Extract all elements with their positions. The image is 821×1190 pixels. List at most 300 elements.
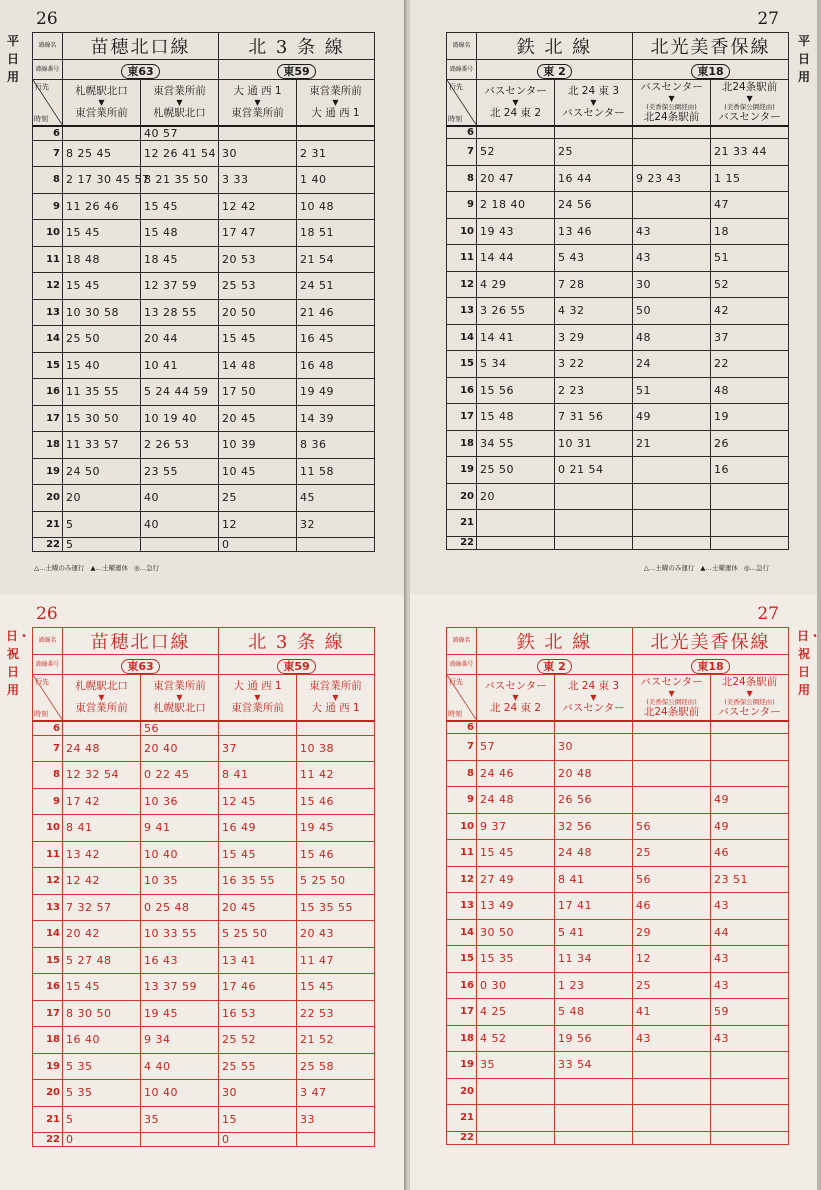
departure-minutes	[633, 457, 711, 484]
departure-minutes: 25 50	[63, 326, 141, 353]
down-arrow-icon: ▼	[668, 93, 675, 103]
departure-minutes	[555, 721, 633, 734]
departure-minutes: 11 42	[297, 762, 375, 789]
hour-value: 14	[460, 331, 474, 343]
departure-minutes: 8 25 45	[63, 140, 141, 167]
departure-minutes: 5	[63, 511, 141, 538]
departure-minutes: 2 26 53	[141, 432, 219, 459]
departure-minutes: 16 44	[555, 165, 633, 192]
departure-minutes: 8 36	[297, 432, 375, 459]
hour-row	[33, 947, 375, 974]
departure-minutes: 12 42	[63, 868, 141, 895]
departure-minutes: 4 32	[555, 298, 633, 325]
departure-minutes: 13 37 59	[141, 974, 219, 1001]
departure-minutes: 5 41	[555, 919, 633, 946]
departure-minutes: 10 33 55	[141, 921, 219, 948]
departure-minutes: 43	[633, 1025, 711, 1052]
hour-value: 6	[53, 127, 60, 139]
departure-minutes: 5 34	[477, 351, 555, 378]
departure-minutes: 9 37	[477, 813, 555, 840]
hour-cell	[447, 126, 477, 139]
weekday-page-27	[410, 0, 817, 595]
timetable	[32, 32, 375, 552]
hour-cell	[447, 165, 477, 192]
legend-item: ▲…土曜運休	[700, 564, 738, 572]
hour-value: 18	[46, 439, 60, 451]
hour-row	[447, 139, 789, 166]
departure-minutes: 17 46	[219, 974, 297, 1001]
departure-minutes: 14 44	[477, 245, 555, 272]
hour-row	[447, 324, 789, 351]
hour-cell	[33, 379, 63, 406]
hour-value: 19	[460, 1059, 474, 1071]
departure-minutes: 5 43	[555, 245, 633, 272]
hour-value: 17	[46, 1007, 60, 1019]
departure-minutes	[711, 734, 789, 761]
holiday-page-27	[410, 595, 821, 1190]
hour-row	[33, 538, 375, 552]
destination-stop: バスセンター	[718, 705, 781, 718]
departure-minutes: 10 36	[141, 788, 219, 815]
hour-value: 14	[46, 333, 60, 345]
hour-cell	[447, 893, 477, 920]
legend	[644, 563, 775, 572]
departure-minutes	[633, 192, 711, 219]
hour-cell	[447, 840, 477, 867]
hour-value: 20	[460, 490, 474, 502]
hour-value: 6	[467, 126, 474, 138]
hour-cell	[447, 218, 477, 245]
route-code-cell	[219, 655, 375, 675]
direction-header	[63, 80, 141, 126]
hour-row	[33, 974, 375, 1001]
hour-row	[447, 218, 789, 245]
hour-cell	[33, 352, 63, 379]
departure-minutes: 12 45	[219, 788, 297, 815]
hour-value: 10	[460, 225, 474, 237]
departure-minutes: 33	[297, 1106, 375, 1133]
hour-row	[447, 866, 789, 893]
destination-time-header	[447, 80, 477, 126]
departure-minutes: 13 46	[555, 218, 633, 245]
departure-minutes	[555, 536, 633, 549]
hour-value: 14	[460, 926, 474, 938]
hour-row	[447, 760, 789, 787]
departure-minutes: 23 55	[141, 458, 219, 485]
departure-minutes	[633, 1078, 711, 1105]
hour-cell	[447, 760, 477, 787]
holiday-label: 日・祝日用	[797, 629, 821, 697]
hour-cell	[33, 921, 63, 948]
hour-value: 15	[460, 953, 474, 965]
departure-minutes: 2 18 40	[477, 192, 555, 219]
departure-minutes: 3 22	[555, 351, 633, 378]
hour-cell	[447, 1078, 477, 1105]
departure-minutes: 27 49	[477, 866, 555, 893]
departure-minutes	[711, 1131, 789, 1144]
departure-minutes: 0 25 48	[141, 894, 219, 921]
departure-minutes: 13 28 55	[141, 299, 219, 326]
departure-minutes: 11 58	[297, 458, 375, 485]
direction-row	[33, 675, 375, 721]
destination-label: 行先	[35, 83, 49, 91]
departure-minutes: 25	[633, 840, 711, 867]
hour-cell	[33, 299, 63, 326]
hour-row	[447, 1131, 789, 1144]
route-code-row	[33, 60, 375, 80]
departure-minutes	[633, 126, 711, 139]
destination-stop: 大 通 西 1	[311, 106, 360, 119]
departure-minutes: 4 40	[141, 1053, 219, 1080]
hour-row	[447, 999, 789, 1026]
hour-value: 6	[467, 721, 474, 733]
hour-value: 13	[46, 901, 60, 913]
route-name-header: 路線名	[33, 33, 63, 60]
departure-minutes: 24 50	[63, 458, 141, 485]
departure-minutes: 18 48	[63, 246, 141, 273]
weekday-spread	[0, 0, 817, 595]
departure-minutes: 25	[633, 972, 711, 999]
hour-cell	[447, 813, 477, 840]
departure-minutes: 4 25	[477, 999, 555, 1026]
hour-value: 20	[46, 492, 60, 504]
hour-cell	[33, 1106, 63, 1133]
departure-minutes: 5 35	[63, 1080, 141, 1107]
timetable	[32, 627, 375, 1147]
route-code-row	[447, 655, 789, 675]
departure-minutes: 16 40	[63, 1027, 141, 1054]
hour-value: 12	[46, 875, 60, 887]
hour-cell	[447, 972, 477, 999]
departure-minutes: 52	[477, 139, 555, 166]
departure-minutes: 15 35 55	[297, 894, 375, 921]
hour-value: 13	[460, 900, 474, 912]
departure-minutes	[219, 721, 297, 736]
origin-stop: バスセンター	[484, 679, 547, 692]
hour-cell	[33, 762, 63, 789]
hour-row	[447, 787, 789, 814]
down-arrow-icon: ▼	[590, 97, 597, 107]
departure-minutes: 32	[297, 511, 375, 538]
hour-value: 10	[460, 820, 474, 832]
origin-stop: 札幌駅北口	[75, 84, 128, 97]
hour-value: 19	[46, 1060, 60, 1072]
departure-minutes	[477, 510, 555, 537]
origin-stop: 北24条駅前	[721, 80, 778, 93]
page-number: 27	[757, 604, 779, 624]
departure-minutes: 3 29	[555, 324, 633, 351]
hour-value: 22	[460, 1132, 474, 1143]
line-name-row	[447, 33, 789, 60]
hour-row	[447, 721, 789, 734]
hour-cell	[447, 1105, 477, 1132]
departure-minutes: 25	[555, 139, 633, 166]
departure-minutes	[477, 126, 555, 139]
weekday-label: 平日用	[6, 34, 19, 84]
route-code-badge: 東59	[277, 659, 315, 674]
route-code-row	[447, 60, 789, 80]
hour-cell	[447, 1025, 477, 1052]
departure-minutes: 25 50	[477, 457, 555, 484]
hour-row	[33, 762, 375, 789]
hour-value: 9	[53, 795, 60, 807]
hour-row	[33, 126, 375, 141]
departure-minutes: 20 50	[219, 299, 297, 326]
route-code-row	[33, 655, 375, 675]
hour-value: 20	[460, 1085, 474, 1097]
departure-minutes	[297, 721, 375, 736]
hour-value: 13	[46, 306, 60, 318]
departure-minutes: 22	[711, 351, 789, 378]
departure-minutes: 24 48	[555, 840, 633, 867]
hour-value: 15	[46, 359, 60, 371]
hour-value: 22	[460, 537, 474, 548]
departure-minutes: 17 41	[555, 893, 633, 920]
departure-minutes: 15 56	[477, 377, 555, 404]
hour-value: 17	[460, 411, 474, 423]
departure-minutes: 13 49	[477, 893, 555, 920]
departure-minutes: 21	[633, 430, 711, 457]
departure-minutes	[555, 1105, 633, 1132]
hour-cell	[447, 999, 477, 1026]
departure-minutes	[477, 1078, 555, 1105]
hour-value: 22	[46, 1134, 60, 1145]
legend-item: △…土曜のみ運行	[643, 564, 695, 572]
departure-minutes	[63, 721, 141, 736]
departure-minutes: 51	[711, 245, 789, 272]
hour-row	[33, 485, 375, 512]
hour-value: 18	[460, 1032, 474, 1044]
departure-minutes	[297, 126, 375, 141]
departure-minutes: 15	[219, 1106, 297, 1133]
departure-minutes: 10 35	[141, 868, 219, 895]
departure-minutes: 46	[633, 893, 711, 920]
hour-value: 21	[46, 518, 60, 530]
departure-minutes: 57	[477, 734, 555, 761]
time-label: 時刻	[448, 114, 462, 123]
legend-item: ◎…急行	[134, 564, 160, 572]
hour-row	[447, 536, 789, 549]
line-name-row	[447, 628, 789, 655]
departure-minutes: 10 41	[141, 352, 219, 379]
hour-row	[447, 377, 789, 404]
hour-value: 11	[46, 253, 60, 265]
departure-minutes	[633, 139, 711, 166]
route-code-badge: 東59	[277, 64, 315, 79]
departure-minutes: 15 45	[141, 193, 219, 220]
departure-minutes: 15 48	[477, 404, 555, 431]
direction-header	[297, 675, 375, 721]
departure-minutes: 15 45	[477, 840, 555, 867]
hour-cell	[33, 220, 63, 247]
departure-minutes	[633, 483, 711, 510]
hour-cell	[33, 273, 63, 300]
hour-row	[33, 1053, 375, 1080]
destination-label: 行先	[449, 678, 463, 686]
origin-stop: 北 24 東 3	[567, 84, 620, 97]
hour-row	[447, 126, 789, 139]
departure-minutes: 59	[711, 999, 789, 1026]
hour-cell	[447, 298, 477, 325]
departure-minutes: 8 41	[555, 866, 633, 893]
departure-minutes: 24 48	[63, 735, 141, 762]
hour-value: 8	[467, 172, 474, 184]
hour-value: 9	[467, 199, 474, 211]
hour-row	[447, 1052, 789, 1079]
hour-row	[447, 457, 789, 484]
direction-header	[711, 80, 789, 126]
direction-header	[555, 675, 633, 721]
departure-minutes: 35	[141, 1106, 219, 1133]
direction-header	[477, 675, 555, 721]
departure-minutes: 15 45	[219, 841, 297, 868]
hour-cell	[33, 326, 63, 353]
departure-minutes: 7 32 57	[63, 894, 141, 921]
departure-minutes: 43	[711, 946, 789, 973]
departure-minutes: 8 21 35 50	[141, 167, 219, 194]
departure-minutes	[555, 510, 633, 537]
departure-minutes: 7 28	[555, 271, 633, 298]
departure-minutes: 0	[219, 538, 297, 552]
departure-minutes	[555, 126, 633, 139]
hour-value: 7	[53, 742, 60, 754]
departure-minutes	[555, 1131, 633, 1144]
departure-minutes: 8 41	[219, 762, 297, 789]
departure-minutes: 21 46	[297, 299, 375, 326]
hour-cell	[33, 735, 63, 762]
hour-row	[447, 1078, 789, 1105]
hour-value: 19	[46, 465, 60, 477]
departure-minutes: 10 39	[219, 432, 297, 459]
departure-minutes	[711, 760, 789, 787]
hour-value: 11	[46, 848, 60, 860]
hour-cell	[447, 483, 477, 510]
departure-minutes: 17 50	[219, 379, 297, 406]
hour-value: 20	[46, 1087, 60, 1099]
time-label: 時刻	[448, 709, 462, 718]
hour-row	[33, 1000, 375, 1027]
hour-row	[447, 813, 789, 840]
departure-minutes: 51	[633, 377, 711, 404]
departure-minutes	[633, 1052, 711, 1079]
route-code-badge: 東63	[121, 64, 159, 79]
hour-cell	[33, 1080, 63, 1107]
departure-minutes: 19 49	[297, 379, 375, 406]
down-arrow-icon: ▼	[590, 692, 597, 702]
departure-minutes: 30	[219, 140, 297, 167]
down-arrow-icon: ▼	[746, 688, 753, 698]
hour-cell	[447, 457, 477, 484]
departure-minutes: 14 39	[297, 405, 375, 432]
departure-minutes: 11 33 57	[63, 432, 141, 459]
hour-cell	[447, 787, 477, 814]
departure-minutes: 24 48	[477, 787, 555, 814]
departure-minutes: 30	[633, 271, 711, 298]
hour-value: 10	[46, 227, 60, 239]
hour-row	[447, 483, 789, 510]
hour-row	[33, 1080, 375, 1107]
route-number-header: 路線番号	[447, 60, 477, 80]
route-code-badge: 東 2	[537, 64, 571, 79]
route-name-header: 路線名	[33, 628, 63, 655]
holiday-page-26	[0, 595, 407, 1190]
direction-header	[219, 675, 297, 721]
hour-value: 17	[46, 412, 60, 424]
hour-value: 9	[467, 794, 474, 806]
departure-minutes: 10 31	[555, 430, 633, 457]
hour-cell	[33, 721, 63, 736]
departure-minutes: 40	[141, 511, 219, 538]
departure-minutes	[711, 1052, 789, 1079]
departure-minutes: 5 25 50	[297, 868, 375, 895]
route-name: 苗穂北口線	[63, 33, 219, 60]
hour-cell	[33, 458, 63, 485]
departure-minutes: 5 25 50	[219, 921, 297, 948]
departure-minutes: 49	[711, 813, 789, 840]
departure-minutes: 40	[141, 485, 219, 512]
hour-row	[33, 432, 375, 459]
hour-cell	[447, 404, 477, 431]
departure-minutes	[633, 760, 711, 787]
departure-minutes: 4 52	[477, 1025, 555, 1052]
departure-minutes: 15 45	[219, 326, 297, 353]
departure-minutes: 15 46	[297, 841, 375, 868]
departure-minutes: 19 56	[555, 1025, 633, 1052]
direction-header	[711, 675, 789, 721]
departure-minutes: 19 45	[297, 815, 375, 842]
route-number-header: 路線番号	[33, 60, 63, 80]
departure-minutes: 43	[633, 245, 711, 272]
route-code-cell	[63, 655, 219, 675]
departure-minutes	[633, 510, 711, 537]
departure-minutes	[219, 126, 297, 141]
departure-minutes: 2 23	[555, 377, 633, 404]
hour-value: 15	[46, 954, 60, 966]
departure-minutes: 21 52	[297, 1027, 375, 1054]
departure-minutes: 10 40	[141, 1080, 219, 1107]
line-name-row	[33, 33, 375, 60]
departure-minutes: 14 41	[477, 324, 555, 351]
origin-stop: 北 24 東 3	[567, 679, 620, 692]
destination-stop: バスセンター	[562, 701, 625, 714]
hour-value: 7	[467, 741, 474, 753]
hour-value: 16	[46, 386, 60, 398]
route-number-header: 路線番号	[447, 655, 477, 675]
route-code-cell	[477, 655, 633, 675]
direction-row	[447, 675, 789, 721]
hour-cell	[33, 894, 63, 921]
hour-cell	[33, 841, 63, 868]
hour-value: 11	[460, 252, 474, 264]
departure-minutes: 25 52	[219, 1027, 297, 1054]
departure-minutes: 1 23	[555, 972, 633, 999]
hour-cell	[447, 1131, 477, 1144]
destination-stop: 北 24 東 2	[489, 701, 542, 714]
route-code-cell	[633, 655, 789, 675]
departure-minutes: 18 45	[141, 246, 219, 273]
via-note: (美香保公園経由)	[646, 102, 697, 111]
hour-row	[447, 919, 789, 946]
hour-cell	[33, 788, 63, 815]
hour-cell	[33, 405, 63, 432]
departure-minutes: 45	[297, 485, 375, 512]
departure-minutes: 8 41	[63, 815, 141, 842]
hour-row	[447, 404, 789, 431]
hour-cell	[447, 510, 477, 537]
destination-time-header	[33, 675, 63, 721]
departure-minutes: 26	[711, 430, 789, 457]
time-label: 時刻	[34, 114, 48, 123]
